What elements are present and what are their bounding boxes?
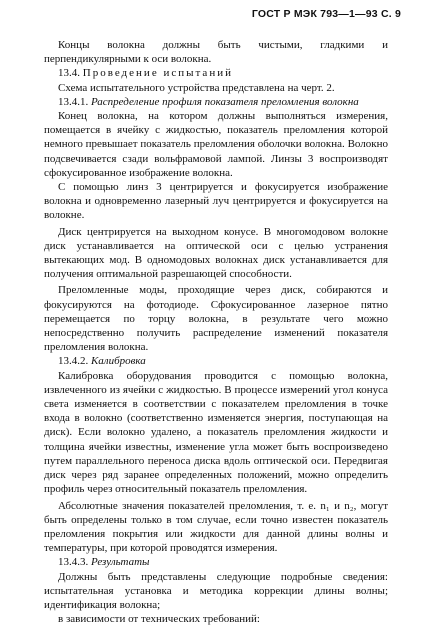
page-header: ГОСТ Р МЭК 793—1—93 С. 9 (251, 8, 401, 20)
paragraph-requirements: в зависимости от технических требований: (58, 613, 260, 626)
section-title: Проведение испытаний (82, 67, 233, 80)
section-heading-13-4-1 (44, 95, 388, 109)
section-heading-13-4 (44, 66, 388, 80)
section-heading-13-4-3 (44, 555, 388, 569)
section-title: Калибровка (91, 355, 146, 368)
paragraph-refracted-modes: Преломленные моды, проходящие через диск, собираются и фокусируются на фотодиоде. Сфокусированное лазерное пятно перемещается по торцу волокна, в результате чего можно непосредственно получить распределение изменений показателя преломления волокна. (44, 284, 388, 354)
page-body (44, 38, 388, 626)
section-number: 13.4.3. (58, 556, 89, 569)
paragraph-fiber-end-cell: Конец волокна, на котором должны выполняться измерения, помещается в ячейку с жидкостью, показатель преломления которой немного превышает показатель преломления оболочки волокна. Волокно подсвечивается сзади вольфрамовой лампой. Линзы 3 воспроизводят сфокусированное изображение волокна. (44, 110, 388, 179)
section-number: 13.4.1. (58, 95, 89, 108)
section-heading-13-4-2 (44, 354, 388, 368)
paragraph-disk-centering: Диск центрируется на выходном конусе. В многомодовом волокне диск устанавливается на оптической оси с целью устранения вытекающих мод. В одномодовых волокнах диск устанавливается для получения оптимальной разрешающей способности. (44, 225, 388, 281)
paragraph-results-list: Должны быть представлены следующие подробные сведения: испытательная установка и методика коррекции длины волны; идентификация волокна; (44, 570, 388, 611)
section-title: Распределение профиля показателя преломления волокна (91, 95, 359, 108)
section-title: Результаты (91, 556, 150, 569)
paragraph-lens-centering: С помощью линз 3 центрируется и фокусируется изображение волокна и одновременно лазерный луч центрируется и фокусируется на волокне. (44, 181, 388, 222)
section-number: 13.4. (58, 67, 80, 80)
paragraph-calibration: Калибровка оборудования проводится с помощью волокна, извлеченного из ячейки с жидкостью. В процессе измерений угол конуса света изменяется в соответствии с показателем преломления в точке входа в волокно (соответственно изменяется энергия, поступающая на диск). Если волокно удалено, а показатель преломления жидкости и толщина ячейки известны, изменение угла может быть воспроизведено путем параллельного переноса диска вдоль оптической оси. Передвигая диск через ряд заранее определенных положений, можно определить профиль через относительный показатель преломления. (44, 369, 388, 496)
paragraph-absolute-values: Абсолютные значения показателей преломления, т. е. n₁ и n₂, могут быть определены только в том случае, если точно известен показатель преломления покрытия или жидкости для данной длины волны и температуры, при которой проводятся измерения. (44, 499, 388, 555)
section-number: 13.4.2. (58, 355, 89, 368)
paragraph-scheme: Схема испытательного устройства представлена на черт. 2. (58, 81, 335, 94)
paragraph-fiber-ends: Концы волокна должны быть чистыми, гладкими и перпендикулярными к оси волокна. (44, 39, 388, 66)
